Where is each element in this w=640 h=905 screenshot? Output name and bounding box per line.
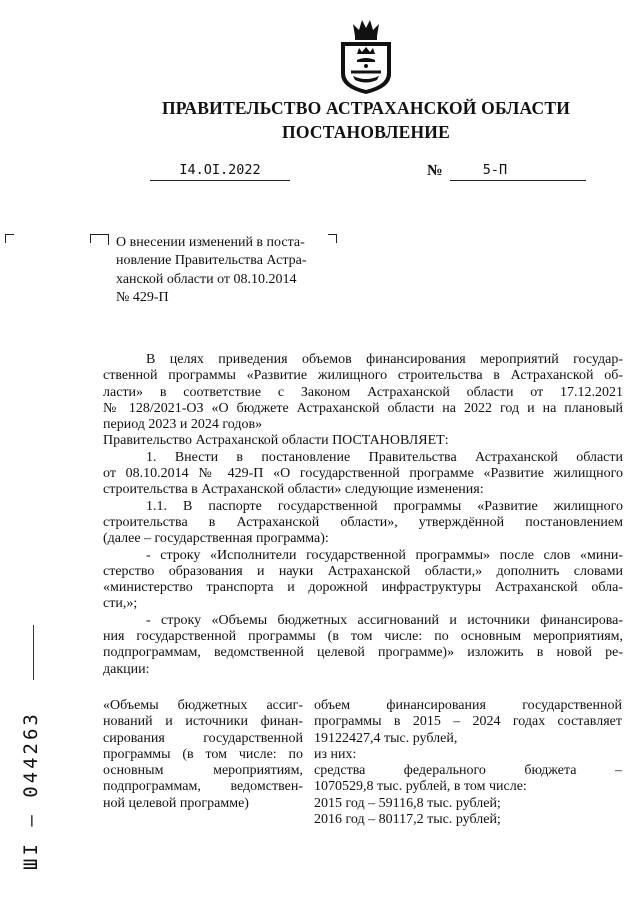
table-left-column (103, 698, 303, 812)
body-line: Правительство Астраханской области ПОСТАНОВЛЯЕТ: (103, 433, 449, 449)
subject-line: новление Правительства Астра- (116, 253, 307, 269)
table-left-line: подпрограммам, ведомствен- (103, 779, 303, 795)
corner-mark-subject-left-inner (99, 234, 109, 245)
number-underline (450, 180, 586, 181)
table-right-line: средства федерального бюджета – (314, 763, 622, 779)
subject-line: ханской области от 08.10.2014 (116, 271, 297, 287)
body-line: (далее – государственная программа): (103, 531, 329, 547)
table-right-line: 2015 год – 59116,8 тыс. рублей; (314, 795, 501, 811)
astrakhan-coat-of-arms-icon (337, 14, 395, 96)
table-left-line: сирования государственной (103, 730, 303, 746)
table-right-column (314, 698, 622, 828)
table-right-line: из них: (314, 746, 357, 762)
body-line: ласти» в соответствие с Законом Астраханской области от 17.12.2021 (103, 384, 623, 400)
body-line: стерство образования и науки Астраханской области,» дополнить словами (103, 563, 623, 579)
body-line: ния государственной программы (в том числе: по основным мероприятиям, (103, 629, 623, 645)
document-type-title: ПОСТАНОВЛЕНИЕ (282, 122, 450, 142)
body-line: 1.1. В паспорте государственной программы «Развитие жилищного (146, 498, 623, 514)
organization-title: ПРАВИТЕЛЬСТВО АСТРАХАНСКОЙ ОБЛАСТИ (161, 98, 571, 118)
body-line: дакции: (103, 661, 150, 677)
body-line: № 128/2021-ОЗ «О бюджете Астраханской области на 2022 год и на плановый (103, 400, 623, 416)
table-left-line: нований и источники финан- (103, 714, 303, 730)
table-left-line: ной целевой программе) (103, 795, 249, 811)
table-left-line: «Объемы бюджетных ассиг- (103, 698, 303, 713)
table-left-line: основным мероприятиям, (103, 763, 303, 779)
table-right-line: объем финансирования государственной (314, 698, 622, 713)
serial-number: ШI – 044263 (20, 711, 42, 870)
document-date: I4.OI.2022 (179, 162, 261, 178)
preamble (103, 352, 623, 678)
table-right-line: 19122427,4 тыс. рублей, (314, 730, 458, 746)
body-line: строительства в Астраханской области» следующие изменения: (103, 482, 484, 498)
table-left-line: программы (в том числе: по (103, 746, 303, 762)
subject-line: О внесении изменений в поста- (116, 235, 305, 250)
table-right-line: 1070529,8 тыс. рублей, в том числе: (314, 779, 527, 795)
body-line: от 08.10.2014 № 429-П «О государственной программе «Развитие жилищного (103, 466, 623, 482)
body-line: 1. Внести в постановление Правительства Астраханской области (146, 449, 623, 465)
number-sign: № (427, 162, 443, 179)
corner-mark-left (5, 234, 14, 243)
date-underline (150, 180, 290, 181)
body-line: ственной программы «Развитие жилищного строительства в Астраханской об- (103, 368, 623, 384)
body-line: - строку «Объемы бюджетных ассигнований и источники финансирова- (146, 612, 623, 628)
subject-line: № 429-П (116, 289, 169, 305)
body-line: «министерство транспорта и дорожной инфраструктуры Астраханской обла- (103, 580, 623, 596)
corner-mark-subject-left (90, 234, 99, 243)
body-line: В целях приведения объемов финансирования мероприятий государ- (146, 352, 623, 367)
document-number: 5-П (482, 162, 508, 178)
document-subject (116, 234, 332, 307)
table-right-line: программы в 2015 – 2024 годах составляет (314, 714, 622, 730)
body-line: - строку «Исполнители государственной программы» после слов «мини- (146, 547, 623, 563)
body-line: период 2023 и 2024 годов» (103, 417, 263, 433)
body-line: строительства в Астраханской области», утверждённой постановлением (103, 514, 623, 530)
table-right-line: 2016 год – 80117,2 тыс. рублей; (314, 812, 501, 828)
margin-mark (33, 625, 34, 680)
body-line: сти,»; (103, 596, 138, 612)
body-line: подпрограммам, ведомственной целевой программе)» изложить в новой ре- (103, 645, 623, 661)
